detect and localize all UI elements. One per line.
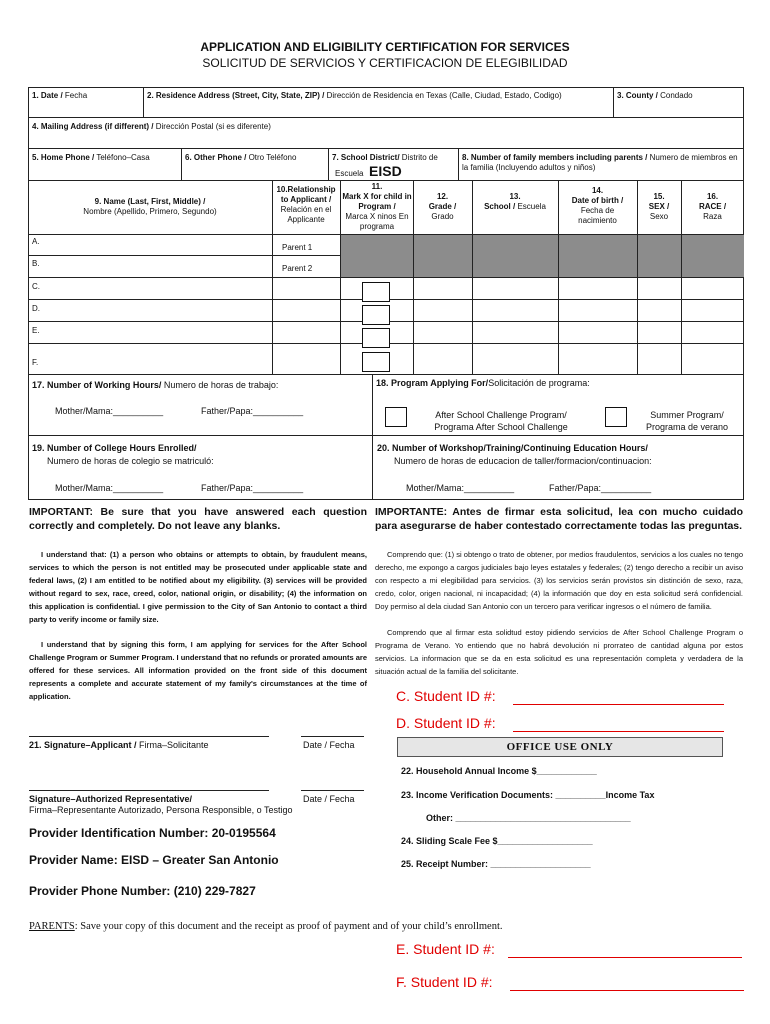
- other-phone-field[interactable]: [181, 148, 329, 181]
- rep-date-label: Date / Fecha: [303, 794, 355, 804]
- county-label-es: Condado: [657, 91, 693, 100]
- row-label-c: C.: [32, 282, 40, 291]
- after-school-line1: After School Challenge Program/: [435, 410, 567, 420]
- family-members-field[interactable]: [458, 148, 744, 181]
- col16-es: Raza: [703, 212, 722, 221]
- residence-address-field[interactable]: [143, 87, 614, 118]
- income-other[interactable]: Other: ___________________________________: [426, 813, 631, 823]
- applicant-signature-label: 21. Signature–Applicant /: [29, 740, 137, 750]
- col15-es: Sexo: [649, 212, 669, 221]
- important-en: IMPORTANT: Be sure that you have answered each question correctly and completely. Do not leave any blanks.: [29, 506, 367, 532]
- college-hours-father[interactable]: Father/Papa:__________: [201, 483, 304, 493]
- row-label-e: E.: [32, 326, 40, 335]
- county-label: 3. County /: [617, 91, 658, 100]
- col10-es: Relación en el Applicante: [280, 205, 332, 224]
- row-relation-a: Parent 1: [282, 243, 313, 252]
- row-label-f: F.: [32, 358, 39, 367]
- provider-name: Provider Name: EISD – Greater San Antonio: [29, 853, 279, 867]
- date-field[interactable]: [28, 87, 144, 118]
- rep-signature-label-es: Firma–Representante Autorizado, Persona Responsible, o Testigo: [29, 805, 293, 815]
- rep-signature-label: Signature–Authorized Representative/: [29, 794, 193, 804]
- col-relationship-header: [272, 185, 340, 225]
- workshop-hours-label-es: Numero de horas de educacion de taller/formacion/continuacion:: [394, 456, 652, 466]
- date-label-es: Fecha: [62, 91, 88, 100]
- col-name-header: [28, 197, 272, 217]
- col-grade-header: [413, 192, 472, 222]
- col15-en: SEX /: [648, 202, 670, 211]
- legal-es-1: Comprendo que: (1) si obtengo o trato de obtener, por medios fraudulentos, servicios a los cuales no tengo derecho, me expongo a cargos judiciales bajo leyes estatales y federales; (2) tengo derecho a recibir un aviso con respecto a mi elegibilidad para servicios. (3) los servicios serán provistos sin distinción de sexo, raza, credo, color, origen nacional, ni incapacidad; (4) la información que doy en esta solicitud será confidencial. Doy permiso al dela ciudad San Antonio con un tercero para verificar ingresos o el número de familia.: [375, 550, 743, 611]
- col-dob-header: [558, 186, 637, 226]
- residence-label-es: Dirección de Residencia en Texas (Calle, Ciudad, Estado, Codigo): [324, 91, 562, 100]
- student-id-c-line[interactable]: [513, 704, 724, 705]
- row-label-d: D.: [32, 304, 40, 313]
- important-es: IMPORTANTE: Antes de firmar esta solicitud, lea con mucho cuidado para asegurarse de haber contestado correctamente todas las preguntas.: [375, 506, 743, 532]
- student-id-f-line[interactable]: [510, 990, 744, 991]
- mailing-label-es: Dirección Postal (si es diferente): [153, 122, 271, 131]
- row-label-a: A.: [32, 237, 40, 246]
- program-applying-section: [372, 374, 744, 436]
- applicant-date-label: Date / Fecha: [303, 740, 355, 750]
- student-id-e-line[interactable]: [508, 957, 742, 958]
- program-checkbox-f[interactable]: [362, 352, 390, 372]
- col-school-header: [472, 192, 558, 212]
- legal-en-2: I understand that by signing this form, I am applying for services for the After School Challenge Program or Summer Program. I understand that no refunds or prorated amounts are offered for these services. All information provided on the front side of this document represents a complete and accurate statement of my family's circumstances at the time of application.: [29, 640, 367, 701]
- office-use-title: OFFICE USE ONLY: [506, 741, 614, 753]
- working-hours-label-es: Numero de horas de trabajo:: [161, 380, 279, 390]
- college-hours-section: [28, 435, 373, 500]
- working-hours-label: 17. Number of Working Hours/: [32, 380, 162, 390]
- working-hours-father[interactable]: Father/Papa:__________: [201, 406, 304, 416]
- other-phone-label: 6. Other Phone /: [185, 153, 247, 162]
- program-checkbox-c[interactable]: [362, 282, 390, 302]
- residence-label: 2. Residence Address (Street, City, State, ZIP) /: [147, 91, 325, 100]
- after-school-option: [411, 409, 591, 433]
- workshop-hours-section: [372, 435, 744, 500]
- college-hours-mother[interactable]: Mother/Mama:__________: [55, 483, 164, 493]
- col11-num: 11.: [371, 182, 383, 191]
- family-members-label: 8. Number of family members including parents /: [462, 153, 648, 162]
- col13-num: 13.: [509, 192, 521, 201]
- school-district-value: EISD: [369, 163, 402, 179]
- date-label: 1. Date /: [32, 91, 63, 100]
- parents-shaded-area: [341, 235, 744, 277]
- after-school-line2: Programa After School Challenge: [434, 422, 568, 432]
- col12-en: Grade /: [428, 202, 457, 211]
- school-district-label-es: Distrito de: [399, 153, 438, 162]
- col-race-header: [681, 192, 744, 222]
- col15-num: 15.: [653, 192, 665, 201]
- col16-num: 16.: [706, 192, 719, 201]
- receipt-number[interactable]: 25. Receipt Number: ____________________: [401, 859, 591, 869]
- office-use-header: [397, 737, 723, 757]
- working-hours-mother[interactable]: Mother/Mama:__________: [55, 406, 164, 416]
- school-district-label: 7. School District/: [332, 153, 400, 162]
- applicant-date-line[interactable]: [301, 736, 364, 737]
- program-label-es: Solicitación de programa:: [488, 378, 590, 388]
- school-district-label-es2: Escuela: [335, 169, 364, 178]
- parents-note-text: : Save your copy of this document and the receipt as proof of payment and of your child’s enrollment.: [74, 921, 503, 932]
- school-district-field[interactable]: [328, 148, 459, 181]
- mailing-address-field[interactable]: [28, 117, 744, 149]
- parents-label: PARENTS: [29, 921, 75, 932]
- student-id-d-line[interactable]: [513, 731, 724, 732]
- col10-en: 10.Relationship to Applicant /: [276, 185, 336, 204]
- col11-en: Mark X for child in Program /: [342, 192, 412, 211]
- program-checkbox-d[interactable]: [362, 305, 390, 325]
- col-mark-header: [341, 182, 413, 232]
- mailing-label: 4. Mailing Address (if different) /: [32, 122, 154, 131]
- college-hours-label: 19. Number of College Hours Enrolled/: [32, 443, 197, 453]
- other-phone-label-es: Otro Teléfono: [246, 153, 297, 162]
- summer-program-option: [631, 409, 743, 433]
- student-id-f-label: F. Student ID #:: [396, 974, 493, 990]
- income-verification[interactable]: 23. Income Verification Documents: __________Income Tax: [401, 790, 655, 800]
- county-field[interactable]: [613, 87, 744, 118]
- row-relation-b: Parent 2: [282, 264, 313, 273]
- student-id-d-label: D. Student ID #:: [396, 715, 496, 731]
- summer-program-checkbox[interactable]: [605, 407, 627, 427]
- provider-id: Provider Identification Number: 20-0195564: [29, 826, 276, 840]
- col13-es: Escuela: [517, 202, 546, 211]
- row-label-b: B.: [32, 259, 40, 268]
- home-phone-field[interactable]: [28, 148, 182, 181]
- working-hours-section: [28, 374, 373, 436]
- legal-en-1: I understand that: (1) a person who obtains or attempts to obtain, by fraudulent means, services to which the person is not entitled may be prosecuted under applicable state and federal laws, (2) I am entitled to be notified about my eligibility. (3) services will be provided without regard to sex, race, creed, color, national origin, or disability; (4) the information on this application is confidential. I give permission to the City of San Antonio to contact a third party to verify income or family size.: [29, 550, 367, 624]
- provider-phone: Provider Phone Number: (210) 229-7827: [29, 884, 256, 898]
- college-hours-label-es: Numero de horas de colegio se matriculó:: [47, 456, 214, 466]
- workshop-hours-father[interactable]: Father/Papa:__________: [549, 483, 652, 493]
- form-title: APPLICATION AND ELIGIBILITY CERTIFICATION FOR SERVICES: [200, 40, 570, 54]
- summer-line1: Summer Program/: [650, 410, 724, 420]
- summer-line2: Programa de verano: [645, 422, 729, 432]
- student-id-c-label: C. Student ID #:: [396, 688, 496, 704]
- sliding-scale-fee[interactable]: 24. Sliding Scale Fee $___________________: [401, 836, 593, 846]
- col13-en: School /: [484, 202, 516, 211]
- col14-num: 14.: [591, 186, 604, 195]
- family-members-label-es: Numero de miembros en la familia (Incluyendo adultos y niños): [462, 153, 738, 172]
- home-phone-label-es: Teléfono–Casa: [94, 153, 150, 162]
- after-school-checkbox[interactable]: [385, 407, 407, 427]
- rep-date-line[interactable]: [301, 790, 364, 791]
- col-sex-header: [637, 192, 681, 222]
- col12-es: Grado: [431, 212, 454, 221]
- col11-es: Marca X ninos En programa: [345, 212, 409, 231]
- col14-es: Fecha de nacimiento: [578, 206, 617, 225]
- col9-es: Nombre (Apellido, Primero, Segundo): [83, 207, 217, 216]
- col14-en: Date of birth /: [571, 196, 624, 205]
- workshop-hours-label: 20. Number of Workshop/Training/Continuing Education Hours/: [377, 443, 648, 453]
- legal-es-2: Comprendo que al firmar esta solidtud estoy pidiendo servicios de After School Challenge Program o Programa de Verano. Yo entiendo que no habrá devolución ni prorrateo de cantidad alguna por estos servicios. La informacion que se da en esta solicitud es una representación completa y verdadera de la situación actual de la familia del solicitante.: [375, 628, 743, 676]
- col9-en: 9. Name (Last, First, Middle) /: [94, 197, 206, 206]
- applicant-signature-label-es: Firma–Solicitante: [136, 740, 209, 750]
- col12-num: 12.: [436, 192, 449, 201]
- rep-signature-line[interactable]: [29, 790, 269, 791]
- workshop-hours-mother[interactable]: Mother/Mama:__________: [406, 483, 515, 493]
- student-id-e-label: E. Student ID #:: [396, 941, 495, 957]
- applicant-signature-line[interactable]: [29, 736, 269, 737]
- program-label: 18. Program Applying For/: [376, 378, 489, 388]
- parents-note: [29, 921, 502, 932]
- program-checkbox-e[interactable]: [362, 328, 390, 348]
- household-income[interactable]: 22. Household Annual Income $____________: [401, 766, 597, 776]
- form-subtitle: SOLICITUD DE SERVICIOS Y CERTIFICACION DE ELEGIBILIDAD: [202, 56, 568, 70]
- col16-en: RACE /: [698, 202, 727, 211]
- home-phone-label: 5. Home Phone /: [32, 153, 95, 162]
